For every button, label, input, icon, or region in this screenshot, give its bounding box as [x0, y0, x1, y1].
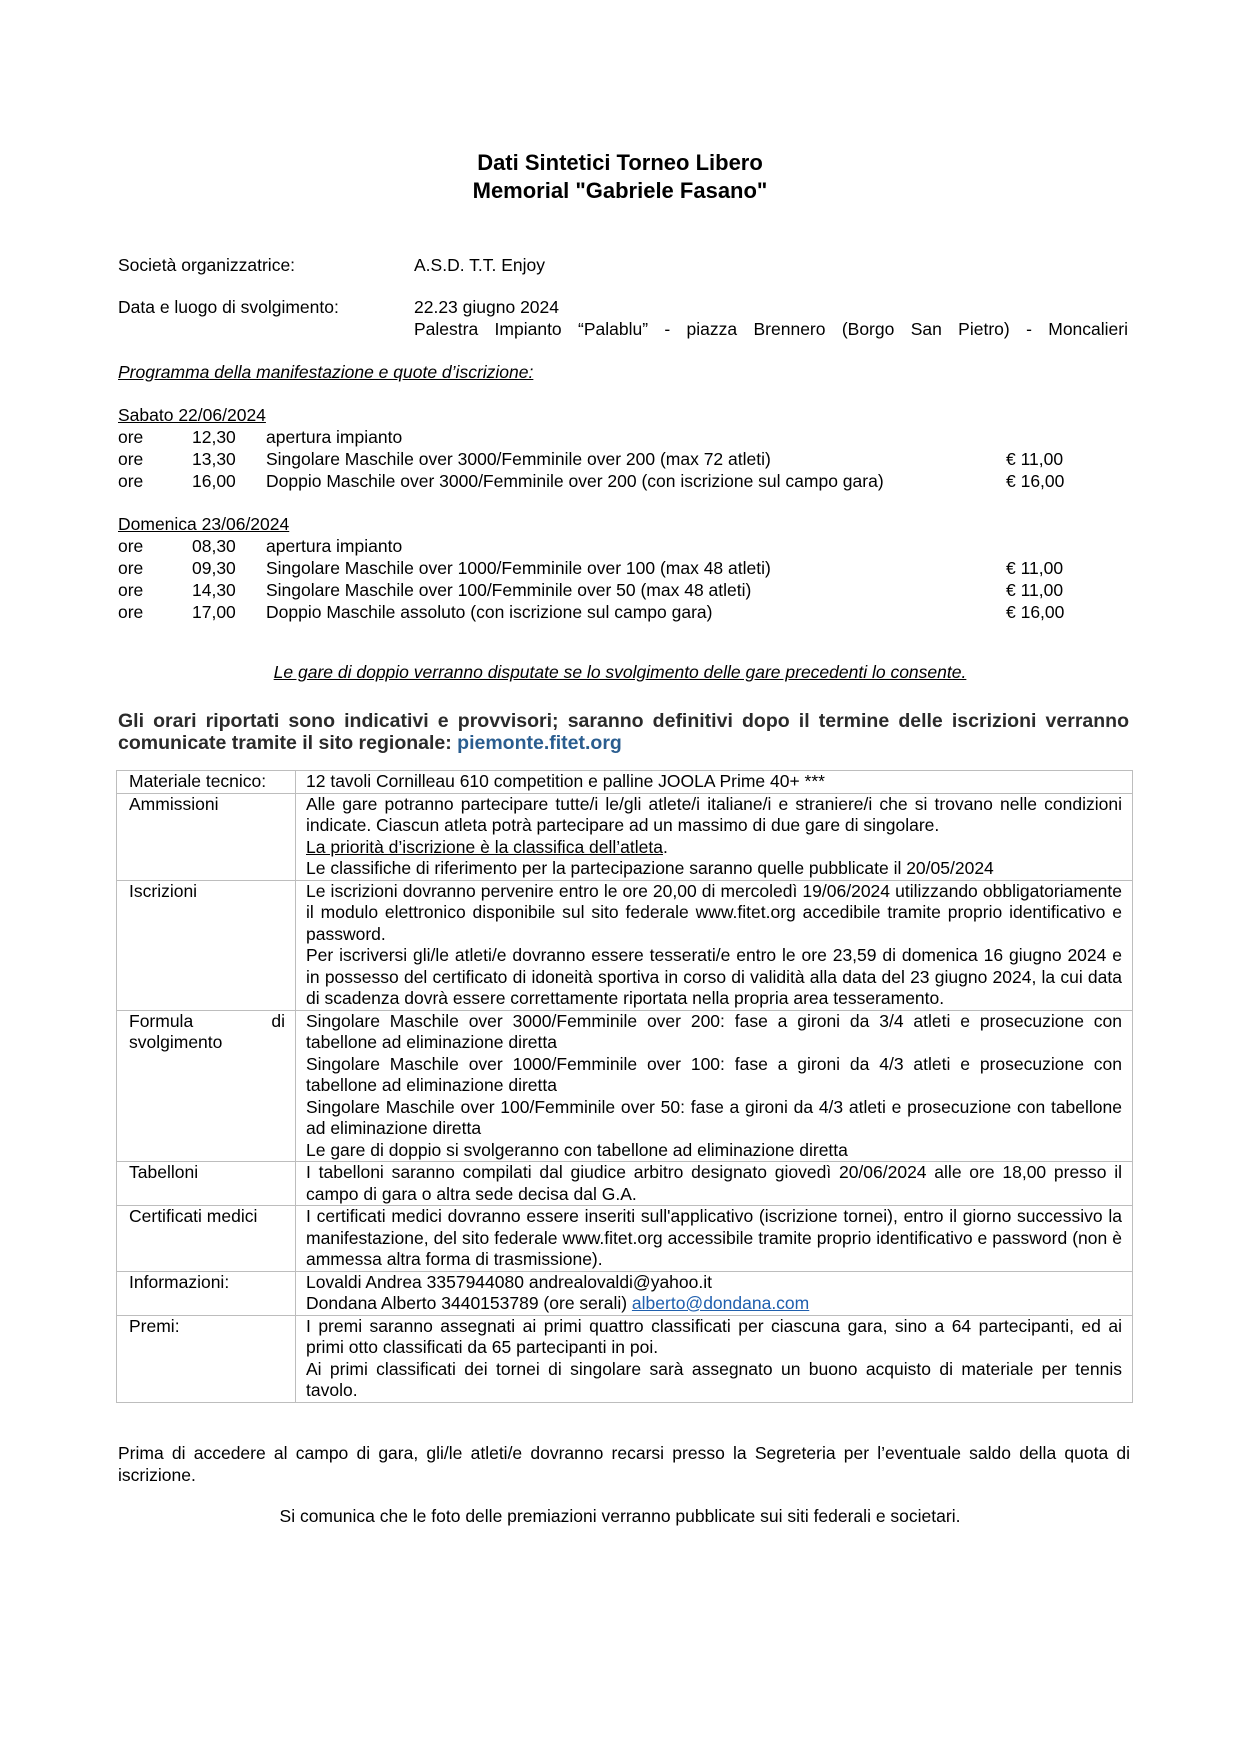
contact-line	[306, 1293, 1122, 1315]
materiale-label: Materiale tecnico:	[117, 771, 296, 794]
priority-period: .	[662, 836, 668, 857]
informazioni-label: Informazioni:	[117, 1271, 296, 1315]
iscrizioni-label: Iscrizioni	[117, 880, 296, 1010]
info-table	[116, 770, 1133, 1403]
tabelloni-value: I tabelloni saranno compilati dal giudice arbitro designato giovedì 20/06/2024 alle ore 18,00 presso il campo di gara o altra sede decisa dal G.A.	[296, 1162, 1133, 1206]
program-heading: Programma della manifestazione e quote d’iscrizione:	[118, 362, 534, 382]
schedule-time: 09,30	[192, 558, 236, 578]
schedule-fee: € 11,00	[1006, 558, 1064, 578]
iscrizioni-paragraph: Per iscriversi gli/le atleti/e dovranno essere tesserati/e entro le ore 23,59 di domenica 16 giugno 2024 e in possesso del certificato di idoneità sportiva in corso di validità alla data del 23 giugno 2024, la cui data di scadenza dovrà essere correttamente riportata nella propria area tesseramento.	[306, 945, 1122, 1008]
schedule-event: Singolare Maschile over 100/Femminile over 50 (max 48 atleti)	[266, 580, 752, 600]
saturday-heading: Sabato 22/06/2024	[118, 405, 266, 425]
formula-label-word: Formula	[129, 1010, 194, 1031]
certificati-label: Certificati medici	[117, 1206, 296, 1272]
sunday-heading: Domenica 23/06/2024	[118, 514, 290, 534]
schedule-event: Doppio Maschile assoluto (con iscrizione sul campo gara)	[266, 602, 713, 622]
schedule-event: apertura impianto	[266, 427, 403, 447]
contact-line: Lovaldi Andrea 3357944080 andrealovaldi@yahoo.it	[306, 1271, 712, 1292]
materiale-value: 12 tavoli Cornilleau 610 competition e palline JOOLA Prime 40+ ***	[296, 771, 1133, 794]
schedule-time: 12,30	[192, 427, 236, 447]
iscrizioni-value	[296, 880, 1133, 1010]
ore-label: ore	[118, 427, 144, 447]
ammissioni-priority	[306, 837, 1122, 859]
formula-label	[117, 1010, 296, 1162]
schedule-event: Singolare Maschile over 3000/Femminile over 200 (max 72 atleti)	[266, 449, 771, 469]
premi-value	[296, 1315, 1133, 1402]
schedule-row	[118, 558, 1078, 580]
ore-label: ore	[118, 558, 144, 578]
schedule-time: 08,30	[192, 536, 236, 556]
schedule-notice	[118, 710, 1129, 754]
formula-paragraph: Singolare Maschile over 100/Femminile over 50: fase a gironi da 4/3 atleti e prosecuzione con tabellone ad eliminazione diretta	[306, 1096, 1122, 1138]
ammissioni-rankings: Le classifiche di riferimento per la partecipazione saranno quelle pubblicate il 20/05/2024	[306, 858, 994, 878]
notice-text: Gli orari riportati sono indicativi e provvisori; saranno definitivi dopo il termine delle iscrizioni verranno comunicate tramite il sito regionale:	[118, 710, 1129, 754]
table-row	[117, 880, 1133, 1010]
schedule-time: 17,00	[192, 602, 236, 622]
schedule-row	[118, 449, 1078, 471]
ore-label: ore	[118, 580, 144, 600]
schedule-row	[118, 471, 1078, 493]
tabelloni-label: Tabelloni	[117, 1162, 296, 1206]
ore-label: ore	[118, 449, 144, 469]
premi-paragraph: I premi saranno assegnati ai primi quattro classificati per ciascuna gara, sino a 64 partecipanti, ed ai primi otto classificati da 65 partecipanti in poi.	[306, 1315, 1122, 1357]
table-row	[117, 1271, 1133, 1315]
schedule-fee: € 16,00	[1006, 602, 1065, 622]
schedule-time: 16,00	[192, 471, 236, 491]
informazioni-value	[296, 1271, 1133, 1315]
premi-paragraph: Ai primi classificati dei tornei di singolare sarà assegnato un buono acquisto di materiale per tennis tavolo.	[306, 1358, 1122, 1400]
table-row	[117, 1010, 1133, 1162]
schedule-event: Doppio Maschile over 3000/Femminile over 200 (con iscrizione sul campo gara)	[266, 471, 884, 491]
ore-label: ore	[118, 536, 144, 556]
table-row	[117, 793, 1133, 880]
ammissioni-value	[296, 793, 1133, 880]
schedule-row	[118, 580, 1078, 602]
premi-label: Premi:	[117, 1315, 296, 1402]
certificati-value: I certificati medici dovranno essere inseriti sull'applicativo (iscrizione tornei), entro il giorno successivo la manifestazione, del sito federale www.fitet.org accessibile tramite proprio identificativo e password (non è ammessa altra forma di trasmissione).	[296, 1206, 1133, 1272]
schedule-time: 13,30	[192, 449, 236, 469]
footer-payment-note: Prima di accedere al campo di gara, gli/le atleti/e dovranno recarsi presso la Segreteria per l’eventuale saldo della quota di iscrizione.	[118, 1443, 1130, 1485]
schedule-fee: € 11,00	[1006, 449, 1064, 469]
schedule-fee: € 11,00	[1006, 580, 1064, 600]
date-label: Data e luogo di svolgimento:	[118, 297, 339, 317]
table-row	[117, 1206, 1133, 1272]
formula-label-word: svolgimento	[129, 1032, 223, 1052]
document-title-line2: Memorial "Gabriele Fasano"	[472, 178, 768, 203]
schedule-row	[118, 602, 1078, 624]
formula-paragraph: Singolare Maschile over 1000/Femminile over 100: fase a gironi da 4/3 atleti e prosecuzione con tabellone ad eliminazione diretta	[306, 1053, 1122, 1095]
formula-label-word: di	[271, 1010, 285, 1031]
schedule-time: 14,30	[192, 580, 236, 600]
venue-value: Palestra Impianto “Palablu” - piazza Brennero (Borgo San Pietro) - Moncalieri	[414, 319, 1128, 339]
contact-text: Dondana Alberto 3440153789 (ore serali)	[306, 1293, 632, 1313]
organizer-label: Società organizzatrice:	[118, 255, 296, 275]
schedule-row	[118, 536, 1078, 558]
formula-paragraph: Le gare di doppio si svolgeranno con tabellone ad eliminazione diretta	[306, 1139, 848, 1160]
regional-site-link[interactable]: piemonte.fitet.org	[457, 732, 622, 754]
priority-text: La priorità d’iscrizione è la classifica dell’atleta	[306, 836, 663, 857]
formula-paragraph: Singolare Maschile over 3000/Femminile over 200: fase a gironi da 3/4 atleti e prosecuzione con tabellone ad eliminazione diretta	[306, 1010, 1122, 1052]
doubles-note: Le gare di doppio verranno disputate se lo svolgimento delle gare precedenti lo consente.	[273, 662, 967, 682]
schedule-event: apertura impianto	[266, 536, 403, 556]
formula-value	[296, 1010, 1133, 1162]
date-value: 22.23 giugno 2024	[414, 297, 559, 317]
schedule-row	[118, 427, 1078, 449]
ore-label: ore	[118, 602, 144, 622]
table-row	[117, 1162, 1133, 1206]
table-row	[117, 1315, 1133, 1402]
document-title-line1: Dati Sintetici Torneo Libero	[477, 150, 763, 175]
ore-label: ore	[118, 471, 144, 491]
schedule-fee: € 16,00	[1006, 471, 1065, 491]
iscrizioni-paragraph: Le iscrizioni dovranno pervenire entro le ore 20,00 di mercoledì 19/06/2024 utilizzando obbligatoriamente il modulo elettronico disponibile sul sito federale www.fitet.org accedibile tramite proprio identificativo e password.	[306, 880, 1122, 944]
footer-photo-note: Si comunica che le foto delle premiazioni verranno pubblicate sui siti federali e societari.	[279, 1506, 961, 1526]
ammissioni-label: Ammissioni	[117, 793, 296, 880]
email-link[interactable]: alberto@dondana.com	[631, 1293, 810, 1313]
formula-label-line	[129, 1011, 285, 1033]
ammissioni-paragraph: Alle gare potranno partecipare tutte/i le/gli atlete/i italiane/i e straniere/i che si trovano nelle condizioni indicate. Ciascun atleta potrà partecipare ad un massimo di due gare di singolare.	[306, 793, 1122, 835]
schedule-event: Singolare Maschile over 1000/Femminile over 100 (max 48 atleti)	[266, 558, 771, 578]
table-row	[117, 771, 1133, 794]
organizer-value: A.S.D. T.T. Enjoy	[414, 255, 545, 275]
